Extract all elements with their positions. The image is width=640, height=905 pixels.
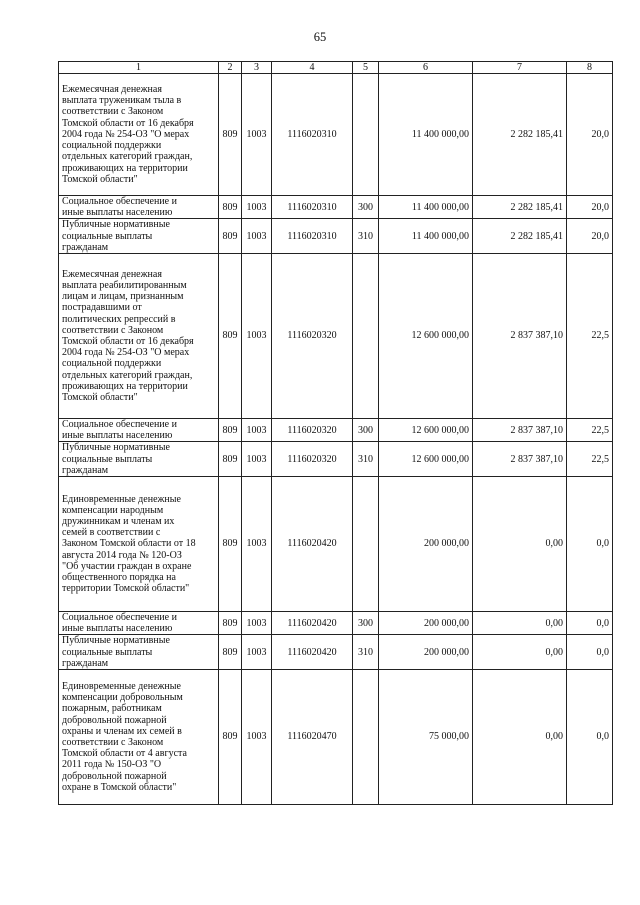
table-row [59, 442, 613, 477]
table-row [59, 74, 613, 196]
expense-type-code: 300 [353, 419, 379, 442]
planned-amount: 12 600 000,00 [379, 442, 473, 477]
column-header: 3 [242, 62, 272, 74]
execution-percent: 22,5 [567, 442, 613, 477]
section-code: 1003 [242, 670, 272, 805]
section-code: 1003 [242, 254, 272, 419]
budget-table [58, 61, 613, 805]
planned-amount: 11 400 000,00 [379, 74, 473, 196]
executed-amount: 2 282 185,41 [473, 74, 567, 196]
table-row [59, 196, 613, 219]
column-header: 8 [567, 62, 613, 74]
ministry-code: 809 [219, 419, 242, 442]
executed-amount: 2 282 185,41 [473, 196, 567, 219]
execution-percent: 20,0 [567, 196, 613, 219]
ministry-code: 809 [219, 670, 242, 805]
planned-amount: 200 000,00 [379, 635, 473, 670]
execution-percent: 20,0 [567, 219, 613, 254]
target-article-code: 1116020420 [272, 612, 353, 635]
execution-percent: 22,5 [567, 254, 613, 419]
column-header: 6 [379, 62, 473, 74]
section-code: 1003 [242, 612, 272, 635]
target-article-code: 1116020310 [272, 219, 353, 254]
table-row [59, 254, 613, 419]
target-article-code: 1116020320 [272, 419, 353, 442]
expense-type-code: 310 [353, 219, 379, 254]
ministry-code: 809 [219, 74, 242, 196]
expense-type-code [353, 74, 379, 196]
planned-amount: 12 600 000,00 [379, 419, 473, 442]
executed-amount: 2 282 185,41 [473, 219, 567, 254]
planned-amount: 200 000,00 [379, 612, 473, 635]
page-number: 65 [313, 30, 327, 44]
target-article-code: 1116020310 [272, 74, 353, 196]
section-code: 1003 [242, 219, 272, 254]
column-header: 4 [272, 62, 353, 74]
expense-type-code: 310 [353, 442, 379, 477]
executed-amount: 0,00 [473, 635, 567, 670]
section-code: 1003 [242, 477, 272, 612]
ministry-code: 809 [219, 254, 242, 419]
executed-amount: 2 837 387,10 [473, 419, 567, 442]
ministry-code: 809 [219, 219, 242, 254]
row-description: Ежемесячная денежная выплата труженикам тыла в соответствии с Законом Томской области от 16 декабря 2004 года № 254-ОЗ "О мерах социальной поддержки отдельных категорий граждан, проживающих на территории Томской области" [59, 74, 219, 196]
expense-type-code [353, 670, 379, 805]
table-row [59, 612, 613, 635]
header-row [59, 62, 613, 74]
section-code: 1003 [242, 196, 272, 219]
planned-amount: 200 000,00 [379, 477, 473, 612]
expense-type-code [353, 254, 379, 419]
execution-percent: 22,5 [567, 419, 613, 442]
target-article-code: 1116020420 [272, 477, 353, 612]
column-header: 1 [59, 62, 219, 74]
table-row [59, 670, 613, 805]
section-code: 1003 [242, 419, 272, 442]
execution-percent: 0,0 [567, 477, 613, 612]
table-row [59, 477, 613, 612]
executed-amount: 2 837 387,10 [473, 442, 567, 477]
target-article-code: 1116020320 [272, 254, 353, 419]
row-description: Социальное обеспечение и иные выплаты населению [59, 419, 219, 442]
planned-amount: 75 000,00 [379, 670, 473, 805]
target-article-code: 1116020320 [272, 442, 353, 477]
executed-amount: 0,00 [473, 670, 567, 805]
row-description: Единовременные денежные компенсации народным дружинникам и членам их семей в соответствии с Законом Томской области от 18 августа 2014 года № 120-ОЗ "Об участии граждан в охране общественного порядка на территории Томской области" [59, 477, 219, 612]
section-code: 1003 [242, 442, 272, 477]
table-row [59, 219, 613, 254]
executed-amount: 0,00 [473, 477, 567, 612]
row-description: Социальное обеспечение и иные выплаты населению [59, 196, 219, 219]
row-description: Публичные нормативные социальные выплаты гражданам [59, 442, 219, 477]
ministry-code: 809 [219, 612, 242, 635]
execution-percent: 0,0 [567, 635, 613, 670]
column-header: 5 [353, 62, 379, 74]
planned-amount: 11 400 000,00 [379, 219, 473, 254]
execution-percent: 0,0 [567, 670, 613, 805]
section-code: 1003 [242, 635, 272, 670]
column-header: 2 [219, 62, 242, 74]
row-description: Ежемесячная денежная выплата реабилитированным лицам и лицам, признанным пострадавшими от политических репрессий в соответствии с Законом Томской области от 16 декабря 2004 года № 254-ОЗ "О мерах социальной поддержки отдельных категорий граждан, проживающих на территории Томской области" [59, 254, 219, 419]
expense-type-code [353, 477, 379, 612]
planned-amount: 12 600 000,00 [379, 254, 473, 419]
execution-percent: 0,0 [567, 612, 613, 635]
row-description: Социальное обеспечение и иные выплаты населению [59, 612, 219, 635]
target-article-code: 1116020470 [272, 670, 353, 805]
ministry-code: 809 [219, 635, 242, 670]
expense-type-code: 300 [353, 196, 379, 219]
ministry-code: 809 [219, 477, 242, 612]
executed-amount: 0,00 [473, 612, 567, 635]
target-article-code: 1116020420 [272, 635, 353, 670]
row-description: Публичные нормативные социальные выплаты гражданам [59, 219, 219, 254]
expense-type-code: 300 [353, 612, 379, 635]
table-row [59, 419, 613, 442]
planned-amount: 11 400 000,00 [379, 196, 473, 219]
row-description: Публичные нормативные социальные выплаты гражданам [59, 635, 219, 670]
row-description: Единовременные денежные компенсации добровольным пожарным, работникам добровольной пожарной охраны и членам их семей в соответствии с Законом Томской области от 4 августа 2011 года № 150-ОЗ "О добровольной пожарной охране в Томской области" [59, 670, 219, 805]
column-header: 7 [473, 62, 567, 74]
ministry-code: 809 [219, 442, 242, 477]
ministry-code: 809 [219, 196, 242, 219]
executed-amount: 2 837 387,10 [473, 254, 567, 419]
section-code: 1003 [242, 74, 272, 196]
table-row [59, 635, 613, 670]
execution-percent: 20,0 [567, 74, 613, 196]
expense-type-code: 310 [353, 635, 379, 670]
target-article-code: 1116020310 [272, 196, 353, 219]
